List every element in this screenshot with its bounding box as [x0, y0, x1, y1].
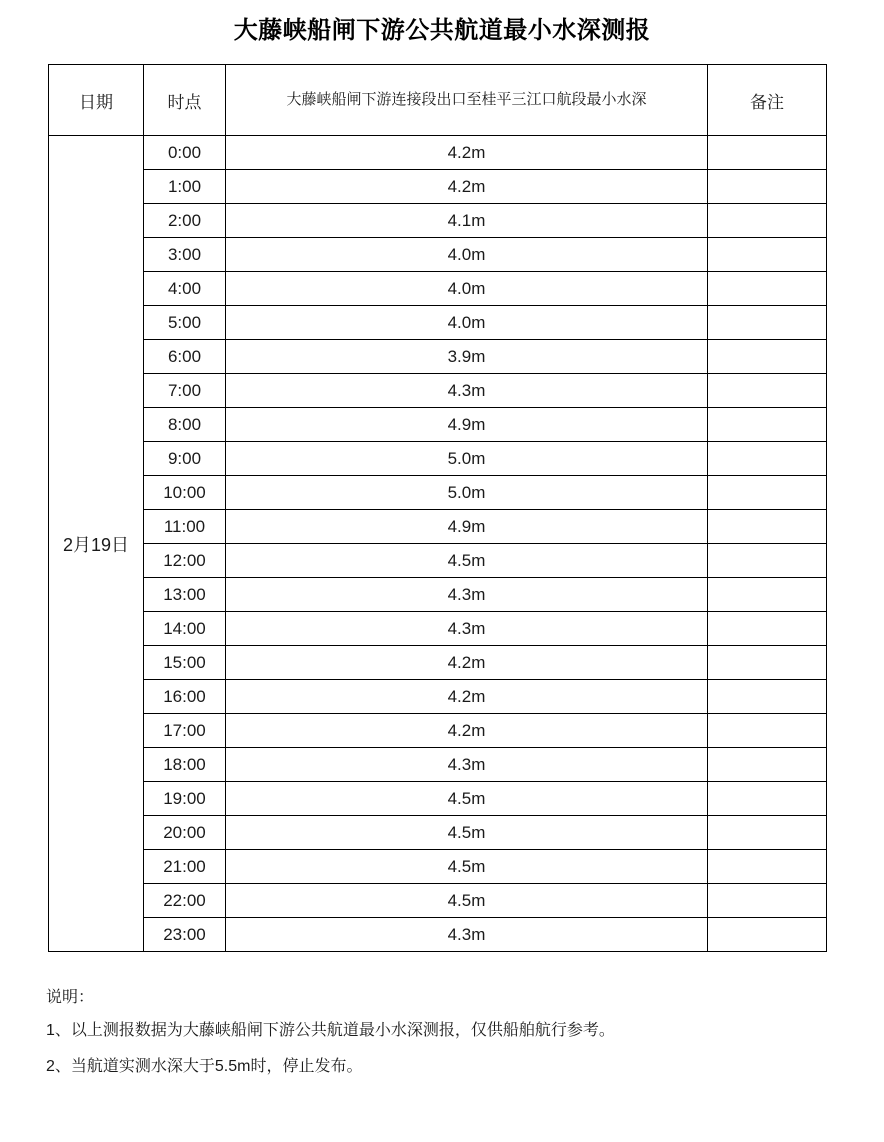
- depth-cell: 4.5m: [226, 884, 708, 918]
- remark-cell: [708, 170, 827, 204]
- table-row: [49, 816, 827, 850]
- depth-cell: 4.2m: [226, 680, 708, 714]
- table-row: [49, 748, 827, 782]
- remark-cell: [708, 476, 827, 510]
- water-depth-table: [48, 64, 827, 952]
- time-cell: 21:00: [144, 850, 226, 884]
- column-header-time: 时点: [144, 65, 226, 136]
- remark-cell: [708, 714, 827, 748]
- table-row: [49, 646, 827, 680]
- depth-cell: 4.2m: [226, 714, 708, 748]
- remark-cell: [708, 340, 827, 374]
- table-row: [49, 204, 827, 238]
- depth-cell: 4.9m: [226, 510, 708, 544]
- depth-cell: 4.5m: [226, 850, 708, 884]
- depth-cell: 5.0m: [226, 442, 708, 476]
- time-cell: 0:00: [144, 136, 226, 170]
- time-cell: 12:00: [144, 544, 226, 578]
- time-cell: 7:00: [144, 374, 226, 408]
- time-cell: 22:00: [144, 884, 226, 918]
- table-row: [49, 408, 827, 442]
- column-header-date: 日期: [49, 65, 144, 136]
- remark-cell: [708, 374, 827, 408]
- table-row: [49, 918, 827, 952]
- table-row: [49, 442, 827, 476]
- time-cell: 20:00: [144, 816, 226, 850]
- time-cell: 2:00: [144, 204, 226, 238]
- table-row: [49, 850, 827, 884]
- time-cell: 19:00: [144, 782, 226, 816]
- depth-table-container: [48, 64, 826, 952]
- depth-cell: 4.1m: [226, 204, 708, 238]
- remark-cell: [708, 612, 827, 646]
- depth-cell: 4.5m: [226, 544, 708, 578]
- remark-cell: [708, 680, 827, 714]
- note-item: 2、当航道实测水深大于5.5m时，停止发布。: [46, 1058, 363, 1075]
- notes-section: [46, 983, 836, 1085]
- table-body: [49, 136, 827, 952]
- table-row: [49, 714, 827, 748]
- table-row: [49, 136, 827, 170]
- table-row: [49, 884, 827, 918]
- table-row: [49, 544, 827, 578]
- page-title: 大藤峡船闸下游公共航道最小水深测报: [233, 17, 651, 44]
- depth-cell: 5.0m: [226, 476, 708, 510]
- depth-cell: 4.3m: [226, 578, 708, 612]
- remark-cell: [708, 748, 827, 782]
- remark-cell: [708, 306, 827, 340]
- remark-cell: [708, 816, 827, 850]
- date-cell: 2月19日: [49, 136, 144, 952]
- depth-cell: 3.9m: [226, 340, 708, 374]
- remark-cell: [708, 646, 827, 680]
- time-cell: 10:00: [144, 476, 226, 510]
- depth-cell: 4.9m: [226, 408, 708, 442]
- time-cell: 9:00: [144, 442, 226, 476]
- time-cell: 5:00: [144, 306, 226, 340]
- notes-list: [46, 1013, 836, 1085]
- notes-label: 说明：: [46, 989, 95, 1006]
- time-cell: 3:00: [144, 238, 226, 272]
- remark-cell: [708, 782, 827, 816]
- table-row: [49, 578, 827, 612]
- time-cell: 4:00: [144, 272, 226, 306]
- depth-cell: 4.0m: [226, 306, 708, 340]
- remark-cell: [708, 442, 827, 476]
- column-header-remark: 备注: [708, 65, 827, 136]
- depth-cell: 4.3m: [226, 918, 708, 952]
- table-row: [49, 170, 827, 204]
- remark-cell: [708, 136, 827, 170]
- depth-cell: 4.3m: [226, 612, 708, 646]
- table-row: [49, 782, 827, 816]
- time-cell: 6:00: [144, 340, 226, 374]
- depth-cell: 4.2m: [226, 136, 708, 170]
- remark-cell: [708, 408, 827, 442]
- table-row: [49, 680, 827, 714]
- remark-cell: [708, 238, 827, 272]
- column-header-depth: 大藤峡船闸下游连接段出口至桂平三江口航段最小水深: [226, 65, 708, 136]
- table-header-row: [49, 65, 827, 136]
- table-row: [49, 340, 827, 374]
- depth-cell: 4.5m: [226, 816, 708, 850]
- time-cell: 15:00: [144, 646, 226, 680]
- time-cell: 18:00: [144, 748, 226, 782]
- depth-cell: 4.2m: [226, 646, 708, 680]
- time-cell: 17:00: [144, 714, 226, 748]
- table-row: [49, 238, 827, 272]
- time-cell: 1:00: [144, 170, 226, 204]
- table-row: [49, 374, 827, 408]
- time-cell: 16:00: [144, 680, 226, 714]
- depth-cell: 4.2m: [226, 170, 708, 204]
- table-row: [49, 476, 827, 510]
- time-cell: 23:00: [144, 918, 226, 952]
- time-cell: 8:00: [144, 408, 226, 442]
- depth-cell: 4.3m: [226, 748, 708, 782]
- remark-cell: [708, 578, 827, 612]
- depth-cell: 4.0m: [226, 238, 708, 272]
- time-cell: 11:00: [144, 510, 226, 544]
- remark-cell: [708, 918, 827, 952]
- table-header: [49, 65, 827, 136]
- remark-cell: [708, 544, 827, 578]
- remark-cell: [708, 850, 827, 884]
- remark-cell: [708, 884, 827, 918]
- table-row: [49, 272, 827, 306]
- remark-cell: [708, 510, 827, 544]
- depth-cell: 4.5m: [226, 782, 708, 816]
- remark-cell: [708, 204, 827, 238]
- depth-cell: 4.0m: [226, 272, 708, 306]
- table-row: [49, 612, 827, 646]
- note-item: 1、以上测报数据为大藤峡船闸下游公共航道最小水深测报，仅供船舶航行参考。: [46, 1022, 615, 1039]
- time-cell: 13:00: [144, 578, 226, 612]
- depth-cell: 4.3m: [226, 374, 708, 408]
- time-cell: 14:00: [144, 612, 226, 646]
- remark-cell: [708, 272, 827, 306]
- table-row: [49, 306, 827, 340]
- table-row: [49, 510, 827, 544]
